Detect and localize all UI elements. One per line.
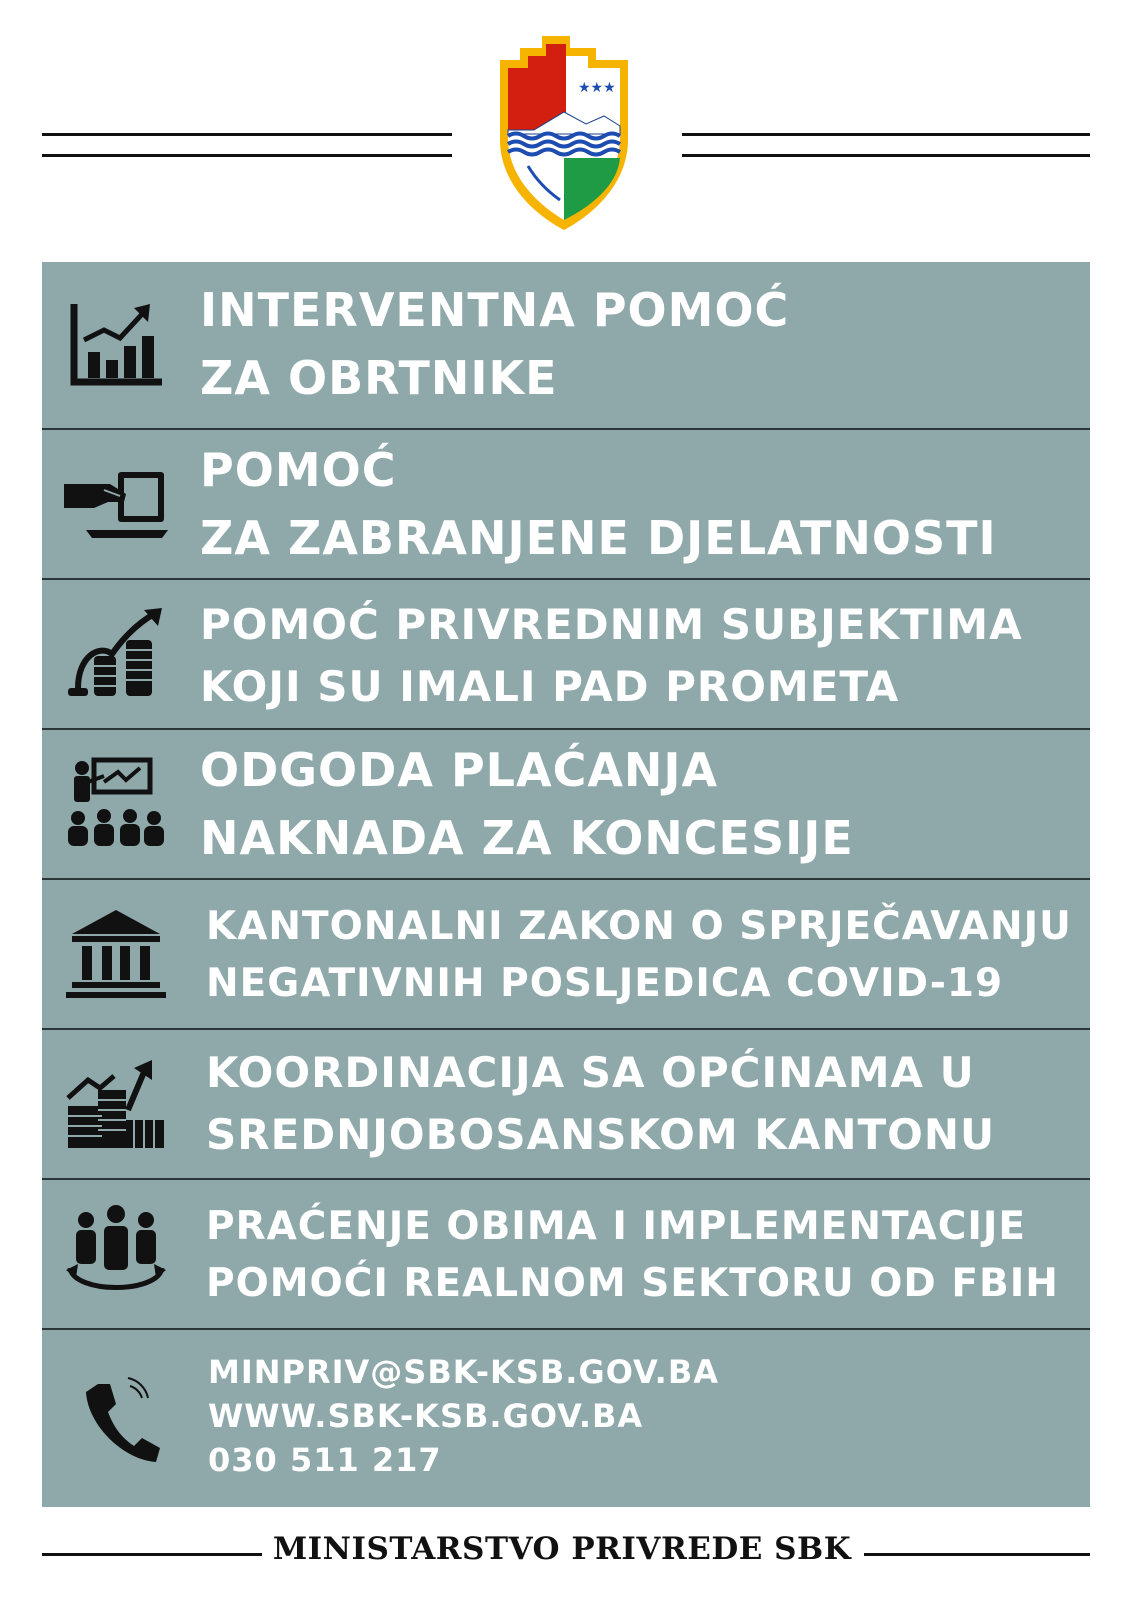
contact-text (208, 1350, 719, 1482)
row-text (206, 1198, 1059, 1312)
sbk-coat-of-arms (494, 30, 634, 235)
government-building-icon (64, 904, 168, 1000)
hand-payment-laptop-icon (64, 454, 168, 550)
row-line: POMOĆ PRIVREDNIM SUBJEKTIMA (200, 600, 1023, 649)
row-line: KANTONALNI ZAKON O SPRJEČAVANJU (206, 904, 1072, 949)
row-line: INTERVENTNA POMOĆ (200, 283, 790, 337)
presentation-audience-icon (64, 756, 168, 852)
row-text (206, 898, 1072, 1012)
row-text (200, 736, 854, 872)
info-panel (42, 262, 1090, 1507)
list-item (42, 1178, 1090, 1328)
row-text (200, 276, 789, 412)
row-line: ZA OBRTNIKE (200, 351, 558, 405)
svg-text:★★★: ★★★ (578, 80, 616, 96)
contact-phone[interactable]: 030 511 217 (208, 1441, 442, 1479)
row-line: ODGODA PLAĆANJA (200, 743, 719, 797)
header-line-right-top (682, 133, 1090, 136)
team-people-icon (64, 1204, 168, 1300)
footer-line-left (42, 1553, 262, 1556)
footer-line-right (864, 1553, 1090, 1556)
row-line: NAKNADA ZA KONCESIJE (200, 811, 854, 865)
row-text (200, 436, 997, 572)
coins-growth-icon (64, 606, 168, 702)
header-line-left-top (42, 133, 452, 136)
contact-website[interactable]: WWW.SBK-KSB.GOV.BA (208, 1397, 644, 1435)
row-line: PRAĆENJE OBIMA I IMPLEMENTACIJE (206, 1204, 1027, 1249)
list-item (42, 728, 1090, 878)
footer-title: MINISTARSTVO PRIVREDE SBK (272, 1531, 852, 1567)
list-item (42, 578, 1090, 728)
row-line: ZA ZABRANJENE DJELATNOSTI (200, 511, 997, 565)
list-item (42, 428, 1090, 578)
row-text (200, 594, 1023, 718)
list-item (42, 1028, 1090, 1178)
growth-chart-icon (64, 296, 168, 392)
contact-section (42, 1328, 1090, 1507)
row-line: NEGATIVNIH POSLJEDICA COVID-19 (206, 961, 1004, 1006)
city-growth-icon (64, 1054, 168, 1150)
list-item (42, 262, 1090, 428)
row-text (206, 1042, 995, 1166)
row-line: SREDNJOBOSANSKOM KANTONU (206, 1110, 996, 1159)
header-line-left-bottom (42, 154, 452, 157)
row-line: POMOĆI REALNOM SEKTORU OD FBIH (206, 1261, 1059, 1306)
contact-email[interactable]: MINPRIV@SBK-KSB.GOV.BA (208, 1353, 719, 1391)
phone-icon (64, 1374, 168, 1470)
header-line-right-bottom (682, 154, 1090, 157)
list-item (42, 878, 1090, 1028)
row-line: KOJI SU IMALI PAD PROMETA (200, 662, 900, 711)
row-line: KOORDINACIJA SA OPĆINAMA U (206, 1048, 975, 1097)
row-line: POMOĆ (200, 443, 397, 497)
